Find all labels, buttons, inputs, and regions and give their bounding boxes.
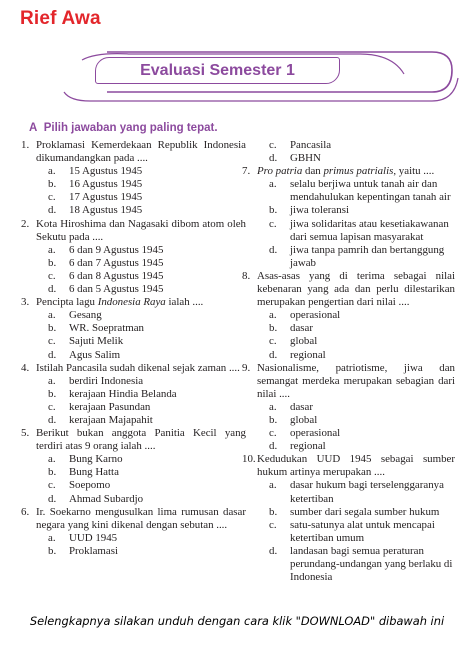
option-text: jiwa solidaritas atau kesetiakawanan dari semua lapisan masyarakat [290,217,449,243]
option-text: Soepomo [69,479,111,492]
option-text: 16 Agustus 1945 [69,178,143,191]
option-text: sumber dari segala sumber hukum [290,505,440,518]
question-text: Ir. Soekarno mengusulkan lima rumusan dasar negara yang kini dikenal dengan sebutan .... [36,505,246,531]
section-heading [29,122,218,134]
question-text: Kota Hiroshima dan Nagasaki dibom atom oleh Sekutu pada .... [36,217,246,243]
option [21,349,246,362]
option-letter: d. [48,204,57,217]
question-2 [21,218,246,244]
question-text: Asas-asas yang di terima sebagai nilai kebenaran yang ada dan perlu dilestarikan merupakan pengertian dari nilai .... [257,269,455,309]
option [242,427,455,440]
option-letter: d. [48,348,57,361]
option-letter: d. [48,492,57,505]
download-instruction: Selengkapnya silakan unduh dengan cara klik "DOWNLOAD" dibawah ini [29,614,445,628]
option [242,322,455,335]
option-letter: b. [48,178,57,191]
option-text: berdiri Indonesia [69,374,144,387]
option [21,257,246,270]
question-number: 3. [21,296,30,309]
song-title: Indonesia Raya [97,296,166,309]
question-text: Berikut bukan anggota Panitia Kecil yang terdiri atas 9 orang ialah .... [36,427,246,453]
option-letter: b. [48,466,57,479]
option-letter: c. [48,191,56,204]
option [21,335,246,348]
option-text: Bung Hatta [69,466,119,479]
option [21,532,246,545]
option-letter: a. [48,309,56,322]
option-letter: b. [269,204,278,217]
option [21,414,246,427]
option-text: jiwa tanpa pamrih dan bertanggung jawab [290,243,445,269]
question-text [36,296,246,309]
option-letter: c. [269,217,277,230]
option-letter: d. [269,243,278,256]
option-letter: b. [48,544,57,557]
question-text: Istilah Pancasila sudah dikenal sejak zaman .... [36,361,240,374]
option-text: global [290,335,318,348]
left-column [21,139,246,558]
option-letter: b. [48,256,57,269]
option-letter: a. [48,165,56,178]
page-title: Evaluasi Semester 1 [140,61,295,79]
option [21,322,246,335]
brand-logo-text: Rief Awa [20,8,101,29]
option-text: landasan bagi semua peraturan perundang-undangan yang berlaku di Indonesia [290,544,453,584]
option [242,545,455,584]
option [242,139,455,152]
question-number: 4. [21,361,30,374]
option-text: satu-satunya alat untuk mencapai ketertiban umum [290,518,435,544]
option [21,453,246,466]
option [21,191,246,204]
question-3 [21,296,246,309]
option-text: Ahmad Subardjo [69,492,144,505]
option-letter: d. [48,413,57,426]
question-9 [242,362,455,401]
option [242,204,455,217]
option [242,349,455,362]
option [242,506,455,519]
option-text: 6 dan 7 Agustus 1945 [69,256,164,269]
option [242,244,455,270]
question-7 [242,165,455,178]
option-text: global [290,413,318,426]
question-6 [21,506,246,532]
option-letter: d. [269,440,278,453]
option [242,519,455,545]
option [21,178,246,191]
option-text: kerajaan Majapahit [69,413,153,426]
option-text: jiwa toleransi [290,204,349,217]
option [242,218,455,244]
option-letter: b. [48,387,57,400]
question-number: 1. [21,139,30,151]
question-text: Kedudukan UUD 1945 sebagai sumber hukum artinya merupakan .... [257,453,455,479]
option-text: Bung Karno [69,453,123,466]
option-text: Proklamasi [69,544,119,557]
option-letter: d. [269,152,278,165]
option-text: operasional [290,427,341,440]
option [242,309,455,322]
option-letter: b. [48,322,57,335]
option [21,493,246,506]
question-1 [21,139,246,165]
question-number: 9. [242,361,251,374]
option-letter: d. [269,544,278,557]
option [21,375,246,388]
option-letter: d. [269,348,278,361]
question-8 [242,270,455,309]
option-text: kerajaan Hindia Belanda [69,387,177,400]
latin-term: Pro patria [257,165,303,178]
option-letter: a. [269,178,277,191]
question-10 [242,453,455,479]
option-text: 6 dan 9 Agustus 1945 [69,243,164,256]
option-text: kerajaan Pasundan [69,400,151,413]
option-text: selalu berjiwa untuk tanah air dan mendahulukan kepentingan tanah air [290,178,451,204]
option [242,152,455,165]
option [242,178,455,204]
option-text: 17 Agustus 1945 [69,191,143,204]
option-text: operasional [290,309,341,322]
section-instruction: Pilih jawaban yang paling tepat. [43,122,218,134]
title-box [95,57,340,84]
question-4 [21,362,246,375]
option-letter: a. [269,309,277,322]
option-text: 18 Agustus 1945 [69,204,143,217]
option [21,545,246,558]
section-letter: A [29,122,38,134]
option-letter: c. [269,427,277,440]
question-text: Nasionalisme, patriotisme, jiwa dan semangat merdeka merupakan sebagian dari nilai .... [257,361,455,400]
option [21,204,246,217]
option-text: Sajuti Melik [69,335,124,348]
option-letter: c. [48,479,56,492]
option-letter: a. [48,243,56,256]
option-text: regional [290,348,326,361]
question-number: 5. [21,427,30,440]
option-letter: c. [48,400,56,413]
question-text-part: dan [302,165,324,178]
option-text: 6 dan 5 Agustus 1945 [69,283,164,296]
option-text: Agus Salim [69,348,121,361]
option [21,388,246,401]
option [242,401,455,414]
question-text [257,165,455,178]
option-text: 15 Agustus 1945 [69,165,143,178]
option-letter: c. [269,518,277,531]
option-letter: c. [269,335,277,348]
question-number: 7. [242,165,251,178]
option [21,270,246,283]
option-letter: b. [269,505,278,518]
question-number: 6. [21,505,30,518]
option-text: dasar [290,322,313,335]
right-column [242,139,455,584]
option [21,165,246,178]
latin-term: primus patrialis [323,165,394,178]
option [242,414,455,427]
option [242,479,455,505]
option [21,244,246,257]
question-text-part: ialah .... [165,296,204,309]
question-number: 10. [242,453,256,466]
option-letter: a. [269,400,277,413]
option-text: dasar hukum bagi terselenggaranya ketertiban [290,479,444,505]
question-number: 2. [21,217,30,230]
option [242,335,455,348]
option-text: WR. Soepratman [69,322,145,335]
option [21,479,246,492]
option-letter: a. [48,374,56,387]
option-text: 6 dan 8 Agustus 1945 [69,269,164,282]
option [21,283,246,296]
option-text: GBHN [290,152,321,165]
question-5 [21,427,246,453]
option [21,309,246,322]
option [242,440,455,453]
option-letter: b. [269,413,278,426]
option [21,401,246,414]
option-letter: a. [48,531,56,544]
option [21,466,246,479]
option-text: Gesang [69,309,102,322]
option-letter: c. [48,335,56,348]
question-text: Proklamasi Kemerdekaan Republik Indonesia dikumandangkan pada .... [36,139,246,165]
option-letter: a. [269,479,277,492]
question-number: 8. [242,269,251,282]
option-letter: d. [48,283,57,296]
option-text: UUD 1945 [69,531,118,544]
option-letter: c. [269,139,277,151]
option-letter: c. [48,269,56,282]
option-text: dasar [290,400,313,413]
question-text-part: Pencipta lagu [36,296,98,309]
option-letter: b. [269,322,278,335]
option-text: regional [290,440,326,453]
option-letter: a. [48,453,56,466]
question-text-part: , yaitu .... [393,165,435,178]
option-text: Pancasila [290,139,332,151]
